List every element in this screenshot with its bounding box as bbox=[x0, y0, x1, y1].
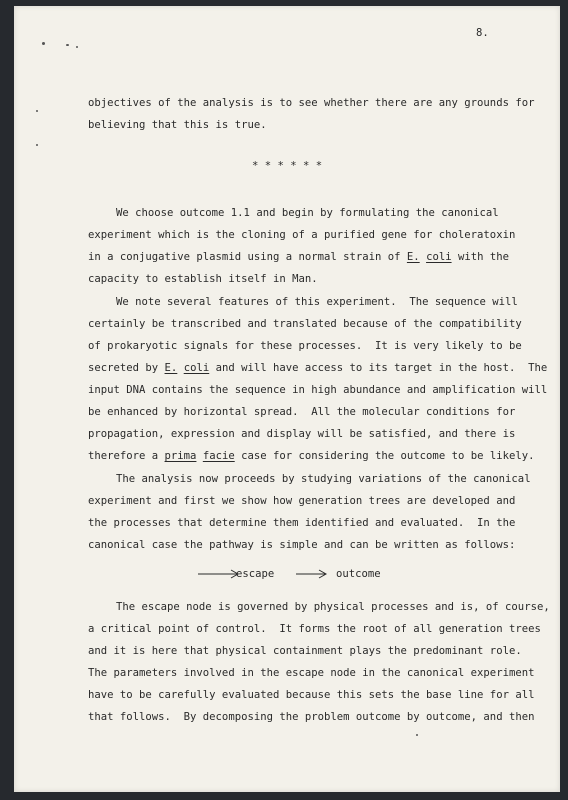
paragraph-1-line-2: believing that this is true. bbox=[88, 119, 267, 131]
section-separator: * * * * * * bbox=[252, 160, 323, 172]
pathway-node-escape: escape bbox=[236, 568, 275, 580]
paragraph-1-line-1: objectives of the analysis is to see whether there are any grounds for bbox=[88, 97, 535, 109]
page-speck bbox=[36, 144, 38, 146]
paragraph-4-line-2: experiment and first we show how generation trees are developed and bbox=[88, 495, 516, 507]
paragraph-2-line-4: capacity to establish itself in Man. bbox=[88, 273, 318, 285]
paragraph-3-line-1: We note several features of this experiment. The sequence will bbox=[116, 296, 518, 308]
paragraph-2-line-1: We choose outcome 1.1 and begin by formulating the canonical bbox=[116, 207, 499, 219]
document-page bbox=[14, 6, 560, 792]
latin-term: facie bbox=[202, 450, 235, 462]
paragraph-3-line-7: propagation, expression and display will be satisfied, and there is bbox=[88, 428, 516, 440]
page-speck bbox=[42, 42, 45, 45]
page-speck bbox=[416, 734, 418, 736]
paragraph-3-line-2: certainly be transcribed and translated because of the compatibility bbox=[88, 318, 522, 330]
organism-genus: E. bbox=[164, 362, 178, 374]
page-speck bbox=[76, 46, 78, 48]
paragraph-2-line-2: experiment which is the cloning of a purified gene for choleratoxin bbox=[88, 229, 516, 241]
page-speck bbox=[66, 44, 69, 46]
organism-species: coli bbox=[426, 251, 452, 263]
paragraph-5-line-5: have to be carefully evaluated because this sets the base line for all bbox=[88, 689, 535, 701]
organism-genus: E. bbox=[406, 251, 420, 263]
text-span: and will have access to its target in the host. The bbox=[209, 362, 548, 374]
paragraph-4-line-3: the processes that determine them identified and evaluated. In the bbox=[88, 517, 516, 529]
paragraph-4-line-4: canonical case the pathway is simple and can be written as follows: bbox=[88, 539, 516, 551]
text-span: case for considering the outcome to be likely. bbox=[234, 450, 535, 462]
paragraph-5-line-6: that follows. By decomposing the problem outcome by outcome, and then bbox=[88, 711, 535, 723]
paragraph-3-line-6: be enhanced by horizontal spread. All the molecular conditions for bbox=[88, 406, 516, 418]
latin-term: prima bbox=[164, 450, 197, 462]
paragraph-2-line-3 bbox=[88, 250, 509, 264]
text-span: secreted by bbox=[88, 362, 165, 374]
paragraph-3-line-4 bbox=[88, 361, 547, 375]
paragraph-5-line-1: The escape node is governed by physical processes and is, of course, bbox=[116, 601, 550, 613]
text-span: in a conjugative plasmid using a normal strain of bbox=[88, 251, 407, 263]
organism-species: coli bbox=[183, 362, 210, 374]
paragraph-3-line-3: of prokaryotic signals for these processes. It is very likely to be bbox=[88, 340, 522, 352]
text-span: with the bbox=[451, 251, 509, 263]
paragraph-4-line-1: The analysis now proceeds by studying variations of the canonical bbox=[116, 473, 531, 485]
paragraph-5-line-4: The parameters involved in the escape node in the canonical experiment bbox=[88, 667, 535, 679]
text-span: therefore a bbox=[88, 450, 165, 462]
pathway-arrow-1 bbox=[198, 569, 240, 579]
paragraph-5-line-2: a critical point of control. It forms the root of all generation trees bbox=[88, 623, 541, 635]
paragraph-5-line-3: and it is here that physical containment plays the predominant role. bbox=[88, 645, 522, 657]
page-number: 8. bbox=[476, 27, 489, 39]
page-speck bbox=[36, 110, 38, 112]
paragraph-3-line-5: input DNA contains the sequence in high abundance and amplification will bbox=[88, 384, 548, 396]
pathway-node-outcome: outcome bbox=[336, 568, 381, 580]
pathway-arrow-2 bbox=[296, 569, 328, 579]
paragraph-3-line-8 bbox=[88, 449, 534, 463]
